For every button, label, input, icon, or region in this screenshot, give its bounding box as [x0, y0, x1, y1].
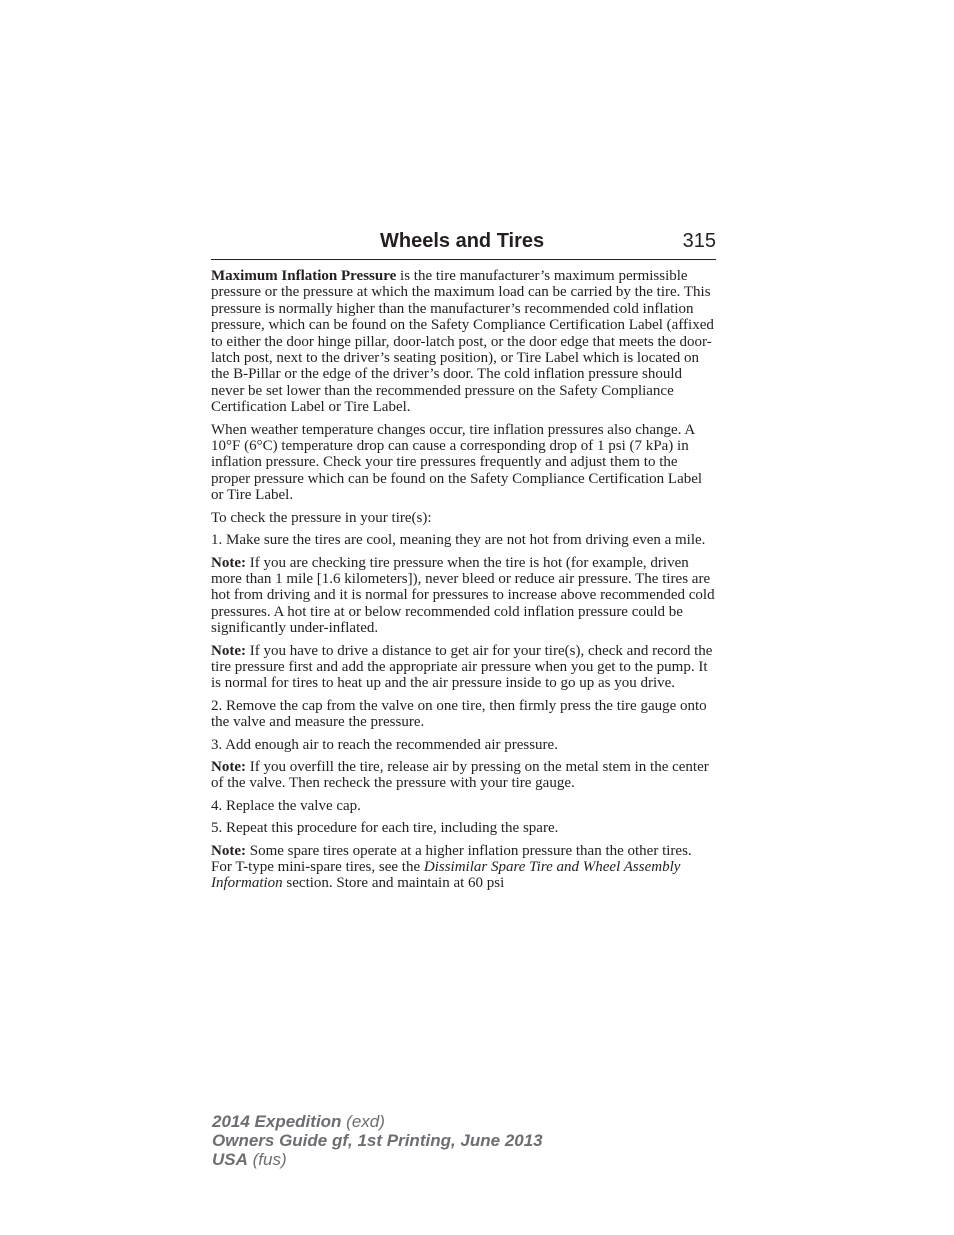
note-label: Note:	[211, 642, 246, 659]
page-footer	[212, 1112, 543, 1169]
note-drive-distance	[211, 643, 716, 692]
note-text: Some spare tires operate at a higher inflation pressure than the other tires. For T-type mini-spare tires, see the	[211, 842, 692, 875]
footer-line-1	[212, 1112, 543, 1131]
step-5: 5. Repeat this procedure for each tire, including the spare.	[211, 820, 559, 837]
note-label: Note:	[211, 554, 246, 571]
page-number: 315	[682, 230, 716, 252]
step-4: 4. Replace the valve cap.	[211, 797, 361, 814]
body-text	[211, 268, 716, 898]
footer-market-code: (fus)	[247, 1150, 287, 1169]
page-header	[211, 229, 716, 260]
paragraph-text: is the tire manufacturer’s maximum permissible pressure or the pressure at which the maximum load can be carried by the tire. This pressure is normally higher than the manufacturer’s recommended cold inflation pressure, which can be found on the Safety Compliance Certification Label (affixed to either the door hinge pillar, door-latch post, or the door edge that meets the door-latch post, next to the driver’s seating position), or Tire Label which is located on the B-Pillar or the edge of the driver’s door. The cold inflation pressure should never be set lower than the recommended pressure on the Safety Compliance Certification Label or Tire Label.	[211, 268, 714, 416]
step-1: 1. Make sure the tires are cool, meaning they are not hot from driving even a mile.	[211, 532, 706, 549]
footer-line-2: Owners Guide gf, 1st Printing, June 2013	[212, 1131, 543, 1150]
note-overfill	[211, 759, 716, 792]
step-3: 3. Add enough air to reach the recommended air pressure.	[211, 736, 558, 753]
note-label: Note:	[211, 758, 246, 775]
footer-model-code: (exd)	[341, 1112, 385, 1131]
term-max-inflation: Maximum Inflation Pressure	[211, 268, 397, 284]
note-spare-tires	[211, 843, 716, 892]
section-reference-link[interactable]: Dissimilar Spare Tire and Wheel Assembly Information	[211, 859, 681, 892]
paragraph-max-inflation	[211, 268, 716, 416]
paragraph-temperature: When weather temperature changes occur, tire inflation pressures also change. A 10°F (6°C) temperature drop can cause a corresponding drop of 1 psi (7 kPa) in inflation pressure. Check your tire pressures frequently and adjust them to the proper pressure which can be found on the Safety Compliance Certification Label or Tire Label.	[211, 421, 703, 504]
step-2: 2. Remove the cap from the valve on one tire, then firmly press the tire gauge onto the valve and measure the pressure.	[211, 697, 707, 731]
footer-line-3	[212, 1150, 543, 1169]
footer-market: USA	[212, 1150, 248, 1169]
note-text: If you are checking tire pressure when the tire is hot (for example, driven more than 1 mile [1.6 kilometers]), never bleed or reduce air pressure. The tires are hot from driving and it is normal for pressures to increase above recommended cold pressures. A hot tire at or below recommended cold inflation pressure could be significantly under-inflated.	[211, 554, 715, 637]
footer-model: 2014 Expedition	[212, 1112, 342, 1131]
note-text: If you overfill the tire, release air by pressing on the metal stem in the center of the valve. Then recheck the pressure with your tire gauge.	[211, 758, 709, 792]
note-text: If you have to drive a distance to get air for your tire(s), check and record the tire pressure first and add the appropriate air pressure when you get to the pump. It is normal for tires to heat up and the air pressure inside to go up as you drive.	[211, 642, 713, 692]
note-hot-tire	[211, 555, 716, 637]
note-label: Note:	[211, 842, 246, 859]
note-text: section. Store and maintain at 60 psi	[282, 875, 505, 892]
section-title: Wheels and Tires	[380, 230, 545, 252]
paragraph-check-intro: To check the pressure in your tire(s):	[211, 509, 432, 526]
